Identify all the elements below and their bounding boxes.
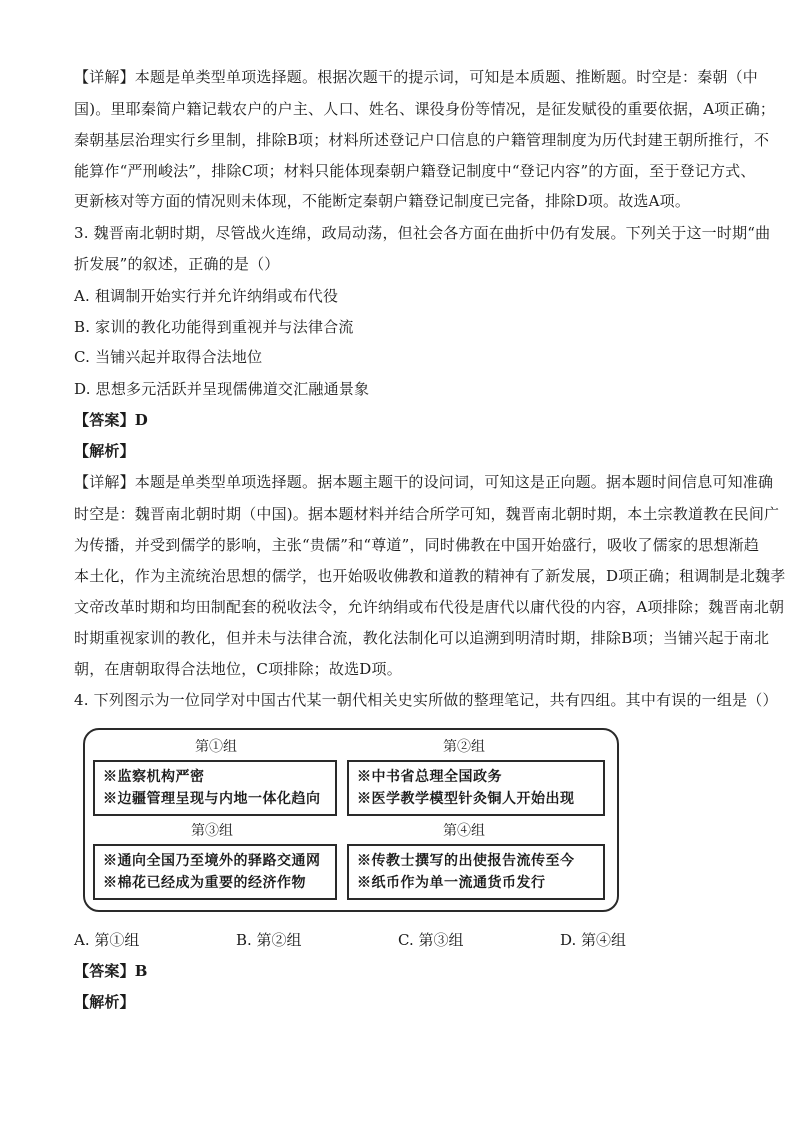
q3-stem-line-2: 折发展”的叙述，正确的是（） [74,255,280,273]
group-3-item-1: ※通向全国乃至境外的驿路交通网 [103,853,321,869]
q3-explain-line-1: 【详解】本题是单类型单项选择题。据本题主题干的设问词，可知这是正向题。据本题时间信息可知准确 [74,473,774,491]
q3-answer: 【答案】D [74,411,149,429]
group-3-title: 第③组 [191,823,233,839]
q4-option-d: D. 第④组 [560,931,627,949]
q4-notes-figure [83,728,619,912]
group-1-item-2: ※边疆管理呈现与内地一体化趋向 [103,791,321,807]
q4-option-b: B. 第②组 [236,931,302,949]
group-2-item-2: ※医学教学模型针灸铜人开始出现 [357,791,575,807]
explain1-line-4: 能算作“严刑峻法”，排除C项；材料只能体现秦朝户籍登记制度中“登记内容”的方面，至于登记方式、 [74,162,756,180]
group-2-box [347,760,605,816]
group-3-item-2: ※棉花已经成为重要的经济作物 [103,875,306,891]
q3-option-b: B. 家训的教化功能得到重视并与法律合流 [74,318,354,336]
group-4-title: 第④组 [443,823,485,839]
explain1-line-5: 更新核对等方面的情况则未体现，不能断定秦朝户籍登记制度已完备，排除D项。故选A项。 [74,192,691,210]
q3-explain-line-2: 时空是：魏晋南北朝时期（中国)。据本题材料并结合所学可知，魏晋南北朝时期，本土宗教道教在民间广 [74,505,780,523]
q3-explain-line-5: 文帝改革时期和均田制配套的税收法令，允许纳绢或布代役是唐代以庸代役的内容，A项排除；魏晋南北朝 [74,598,785,616]
q4-option-a: A. 第①组 [74,931,140,949]
explain1-line-3: 秦朝基层治理实行乡里制，排除B项；材料所述登记户口信息的户籍管理制度为历代封建王朝所推行，不 [74,131,770,149]
q3-stem-line-1: 3. 魏晋南北朝时期，尽管战火连绵，政局动荡，但社会各方面在曲折中仍有发展。下列关于这一时期“曲 [74,224,771,242]
q3-explain-line-6: 时期重视家训的教化，但并未与法律合流，教化法制化可以追溯到明清时期，排除B项；当铺兴起于南北 [74,629,770,647]
group-1-title: 第①组 [195,739,237,755]
q3-explain-line-4: 本土化，作为主流统治思想的儒学，也开始吸收佛教和道教的精神有了新发展，D项正确；租调制是北魏孝 [74,567,786,585]
group-4-item-1: ※传教士撰写的出使报告流传至今 [357,853,575,869]
q3-option-c: C. 当铺兴起并取得合法地位 [74,348,263,366]
group-4-box [347,844,605,900]
q4-analysis-label: 【解析】 [74,993,135,1011]
group-2-title: 第②组 [443,739,485,755]
group-1-item-1: ※监察机构严密 [103,769,205,785]
group-2-item-1: ※中书省总理全国政务 [357,769,502,785]
group-4-item-2: ※纸币作为单一流通货币发行 [357,875,546,891]
explain1-line-2: 国)。里耶秦简户籍记载农户的户主、人口、姓名、课役身份等情况，是征发赋役的重要依据，A项正确； [74,100,776,118]
q3-option-a: A. 租调制开始实行并允许纳绢或布代役 [74,287,339,305]
q4-answer: 【答案】B [74,962,148,980]
q4-stem: 4. 下列图示为一位同学对中国古代某一朝代相关史实所做的整理笔记，共有四组。其中有误的一组是（） [74,691,778,709]
q3-explain-line-3: 为传播，并受到儒学的影响，主张“贵儒”和“尊道”，同时佛教在中国开始盛行，吸收了儒家的思想渐趋 [74,536,760,554]
q4-option-c: C. 第③组 [398,931,464,949]
q3-analysis-label: 【解析】 [74,442,135,460]
explain1-line-1: 【详解】本题是单类型单项选择题。根据次题干的提示词，可知是本质题、推断题。时空是：秦朝（中 [74,68,759,86]
group-1-box [93,760,337,816]
q3-explain-line-7: 朝，在唐朝取得合法地位，C项排除；故选D项。 [74,660,402,678]
group-3-box [93,844,337,900]
q3-option-d: D. 思想多元活跃并呈现儒佛道交汇融通景象 [74,380,370,398]
